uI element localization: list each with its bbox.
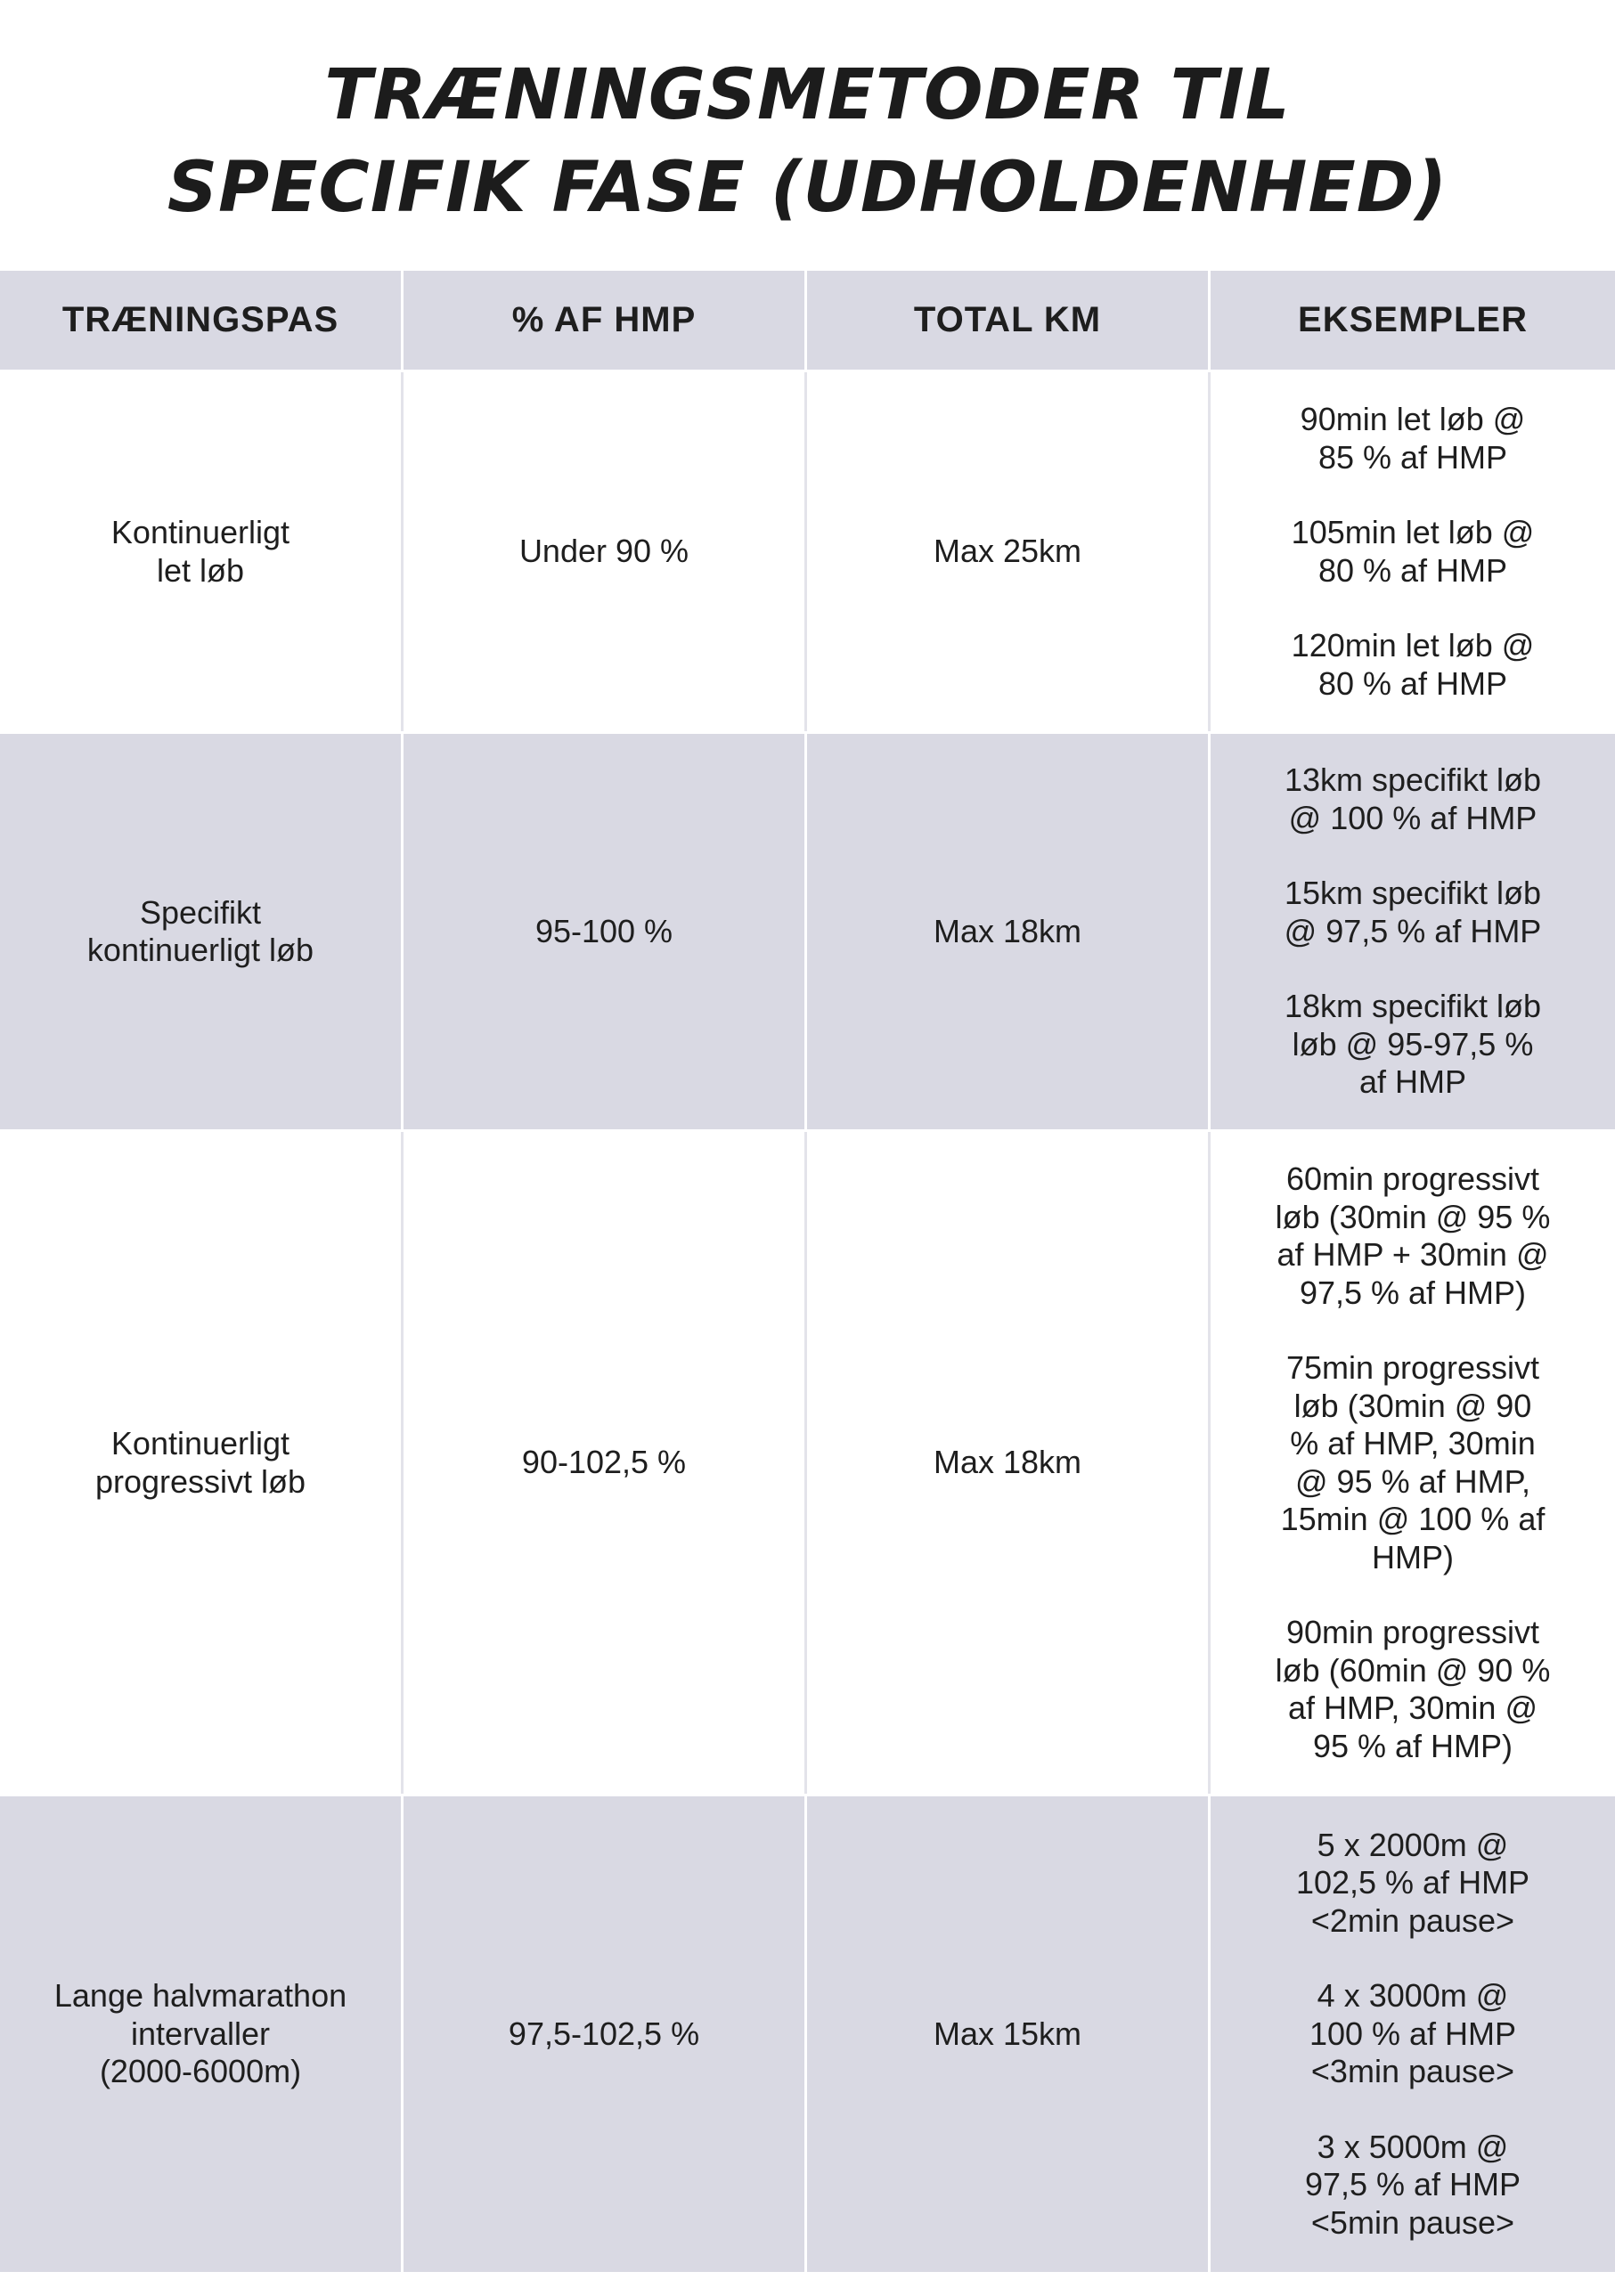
session-line: (2000-6000m) [99, 2053, 302, 2090]
examples-cell [1211, 372, 1615, 731]
example-item: 105min let løb @ 80 % af HMP [1291, 514, 1535, 589]
total-km-cell: Max 18km [807, 734, 1211, 1129]
example-item: 120min let løb @ 80 % af HMP [1291, 627, 1535, 702]
table-row [0, 1132, 1615, 1794]
examples-cell [1211, 734, 1615, 1129]
table-row [0, 1796, 1615, 2272]
total-km-cell: Max 25km [807, 372, 1211, 731]
session-line: intervaller [130, 2015, 271, 2052]
hmp-cell: 95-100 % [404, 734, 807, 1129]
example-item: 4 x 3000m @ 100 % af HMP <3min pause> [1309, 1977, 1517, 2090]
session-line: Lange halvmarathon [53, 1977, 347, 2015]
session-line: kontinuerligt løb [86, 932, 314, 968]
title-line-1: TRÆNINGSMETODER TIL [324, 55, 1291, 135]
session-line: Kontinuerligt [110, 1425, 290, 1461]
example-item: 13km specifikt løb @ 100 % af HMP [1284, 761, 1542, 836]
examples-cell [1211, 1796, 1615, 2272]
table-header-row [0, 271, 1615, 370]
hmp-cell: Under 90 % [404, 372, 807, 731]
example-item: 90min let løb @ 85 % af HMP [1300, 401, 1526, 476]
header-session: TRÆNINGSPAS [0, 271, 404, 370]
session-line: Kontinuerligt [110, 514, 290, 550]
hmp-cell: 90-102,5 % [404, 1132, 807, 1794]
session-cell [0, 734, 404, 1129]
session-cell [0, 372, 404, 731]
page-title [0, 49, 1615, 234]
table-row [0, 734, 1615, 1129]
total-km-cell: Max 18km [807, 1132, 1211, 1794]
example-item: 75min progressivt løb (30min @ 90 % af HMP, 30min @ 95 % af HMP, 15min @ 100 % af HMP) [1280, 1349, 1546, 1575]
session-cell [0, 1132, 404, 1794]
header-examples: EKSEMPLER [1211, 271, 1615, 370]
example-item: 18km specifikt løb løb @ 95-97,5 % af HMP [1284, 988, 1542, 1101]
session-line: let løb [156, 551, 245, 589]
training-methods-table [0, 271, 1615, 2272]
title-line-2: SPECIFIK FASE (UDHOLDENHED) [167, 148, 1448, 228]
total-km-cell: Max 15km [807, 1796, 1211, 2272]
session-line: Specifikt [139, 893, 262, 931]
header-hmp: % AF HMP [404, 271, 807, 370]
example-item: 90min progressivt løb (60min @ 90 % af HMP, 30min @ 95 % af HMP) [1275, 1614, 1551, 1764]
example-item: 15km specifikt løb @ 97,5 % af HMP [1284, 875, 1542, 949]
example-item: 60min progressivt løb (30min @ 95 % af HMP + 30min @ 97,5 % af HMP) [1275, 1160, 1551, 1311]
examples-cell [1211, 1132, 1615, 1794]
session-line: progressivt løb [94, 1462, 306, 1500]
header-total-km: TOTAL KM [807, 271, 1211, 370]
example-item: 3 x 5000m @ 97,5 % af HMP <5min pause> [1304, 2128, 1521, 2241]
example-item: 5 x 2000m @ 102,5 % af HMP <2min pause> [1295, 1826, 1530, 1939]
table-row [0, 372, 1615, 731]
hmp-cell: 97,5-102,5 % [404, 1796, 807, 2272]
session-cell [0, 1796, 404, 2272]
